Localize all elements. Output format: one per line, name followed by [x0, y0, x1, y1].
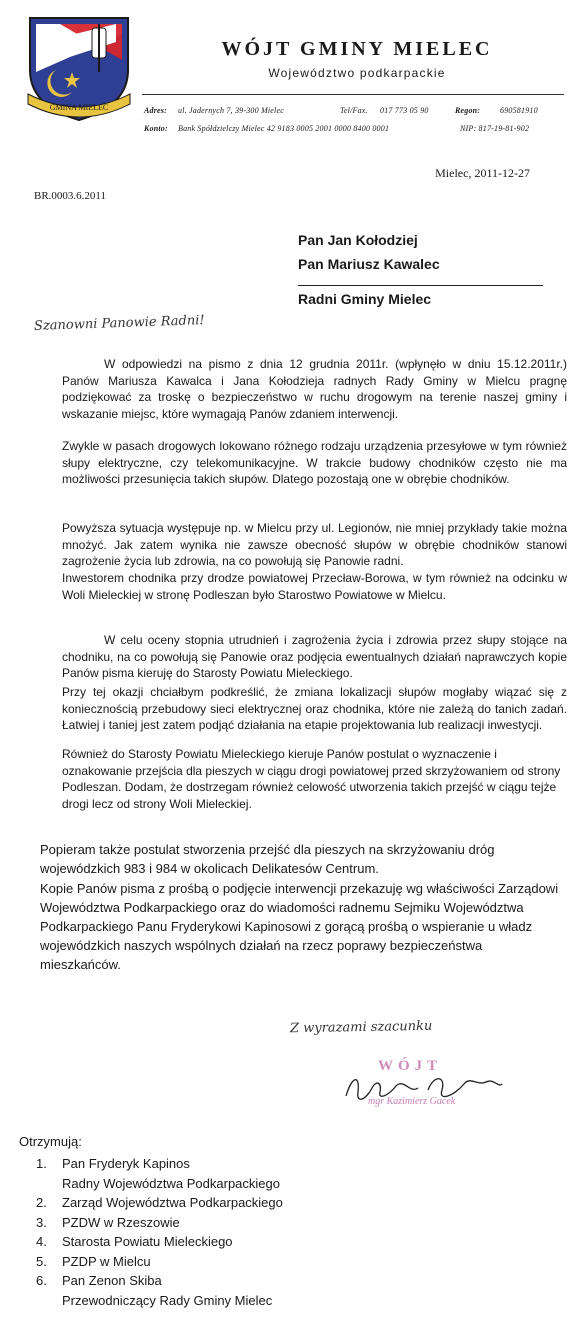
handwritten-closing: Z wyrazami szacunku	[289, 1018, 433, 1037]
address-label: Adres:	[144, 106, 167, 115]
list-item-subline: Przewodniczący Rady Gminy Mielec	[62, 1292, 273, 1308]
list-item-subline: Radny Województwa Podkarpackiego	[62, 1175, 280, 1191]
crest-logo	[20, 12, 138, 124]
body-paragraph: Przy tej okazji chciałbym podkreślić, że zmiana lokalizacji słupów mogłaby wiązać się z koniecznością przebudowy sieci elektrycznej oraz chodnika, które nie zależą do tanich zadań. Łatwiej i taniej jest zatem podjąć działania na etapie projektowania lub realizacji inwestycji.	[62, 685, 567, 732]
phone-value: 017 773 05 90	[380, 106, 429, 115]
body-paragraph: Zwykle w pasach drogowych lokowano różnego rodzaju urządzenia przesyłowe w tym również słupy elektryczne, czy telekomunikacyjne. W trakcie budowy chodników często nie ma możliwości przesunięcia takich słupów. Dlatego pozostają one w obrębie chodników.	[62, 439, 567, 486]
body-paragraph: Również do Starosty Powiatu Mieleckiego kieruje Panów postulat o wyznaczenie i oznakowanie przejścia dla pieszych w ciągu drogi powiatowej przed skrzyżowaniem od strony Podleszan. Dodam, że dostrzegam również celowość utworzenia takich przejść w ciągu tejże drogi lecz od strony Woli Mieleckiej.	[62, 747, 561, 811]
handwritten-greeting: Szanowni Panowie Radni!	[33, 313, 205, 334]
reference-number: BR.0003.6.2011	[34, 190, 107, 202]
support-paragraph: Popieram także postulat stworzenia przejść dla pieszych na skrzyżowaniu dróg wojewódzkich 983 i 984 w okolicach Delikatesów Centrum.	[40, 842, 495, 876]
phone-label: Tel/Fax.	[340, 106, 368, 115]
body-paragraph: Inwestorem chodnika przy drodze powiatowej Przecław-Borowa, w tym również na odcinku w Woli Mieleckiej w stronę Podleszan było Starostwo Powiatowe w Mielcu.	[62, 571, 567, 602]
stamp-title: WÓJT	[378, 1058, 443, 1074]
addressee-rule	[298, 285, 543, 286]
account-label: Konto:	[144, 124, 168, 133]
org-subtitle: Województwo podkarpackie	[268, 66, 446, 80]
recipients-heading: Otrzymują:	[19, 1134, 82, 1149]
list-item: 3. PZDW w Rzeszowie	[36, 1214, 180, 1230]
org-title: WÓJT GMINY MIELEC	[221, 38, 493, 60]
body-paragraph: W celu oceny stopnia utrudnień i zagrożenia życia i zdrowia przez słupy stojące na chodniku, na co powołują się Panowie oraz podjęcia ewentualnych działań naprawczych kopie Panów pisma kieruję do Starosty Powiatu Mieleckiego.	[62, 633, 567, 680]
account-value: Bank Spółdzielczy Mielec 42 9183 0005 2001 0000 8400 0001	[178, 124, 390, 133]
place-date: Mielec, 2011-12-27	[435, 166, 530, 180]
regon-value: 690581910	[500, 106, 538, 115]
list-item: 5. PZDP w Mielcu	[36, 1253, 151, 1269]
list-item: 4. Starosta Powiatu Mieleckiego	[36, 1234, 233, 1249]
addressee-1: Pan Jan Kołodziej	[298, 232, 418, 248]
addressee-2: Pan Mariusz Kawalec	[298, 256, 440, 272]
list-item: 6. Pan Zenon Skiba	[36, 1273, 162, 1288]
stamp-name: mgr Kazimierz Gacek	[368, 1096, 456, 1107]
crest-label: GMINA MIELEC	[49, 103, 109, 112]
list-item: 2. Zarząd Województwa Podkarpackiego	[36, 1195, 283, 1210]
copies-paragraph: Kopie Panów pisma z prośbą o podjęcie interwencji przekazuję wg właściwości Zarządowi Województwa Podkarpackiego oraz do wiadomości radnemu Sejmiku Województwa Podkarpackiego Panu Fryderykowi Kapinosowi z gorącą prośbą o wspieranie u władz wojewódzkich naszych wspólnych działań na rzecz poprawy bezpieczeństwa mieszkańców.	[40, 881, 559, 972]
nip-value: NIP: 817-19-81-902	[460, 124, 530, 133]
address-value: ul. Jadernych 7, 39-300 Mielec	[178, 106, 284, 115]
regon-label: Regon:	[455, 106, 481, 115]
addressee-group: Radni Gminy Mielec	[298, 291, 432, 307]
body-paragraph: Powyższa sytuacja występuje np. w Mielcu przy ul. Legionów, nie mniej przykłady takie można mnożyć. Jak zatem wynika nie zawsze obecność słupów w obrębie chodników stanowi zagrożenie życia lub zdrowia, na co powołują się Panowie radni.	[62, 521, 567, 568]
header-rule	[142, 94, 564, 95]
body-paragraph: W odpowiedzi na pismo z dnia 12 grudnia 2011r. (wpłynęło w dniu 15.12.2011r.) Panów Mariusza Kawalca i Jana Kołodzieja radnych Rady Gminy w Mielcu pragnę podziękować za troskę o bezpieczeństwo w ruchu drogowym na terenie naszej gminy i wskazanie miejsc, które wymagają Panów zdaniem interwencji.	[62, 357, 567, 421]
list-item: 1. Pan Fryderyk Kapinos	[36, 1156, 190, 1171]
recipients-list	[36, 1154, 283, 1310]
